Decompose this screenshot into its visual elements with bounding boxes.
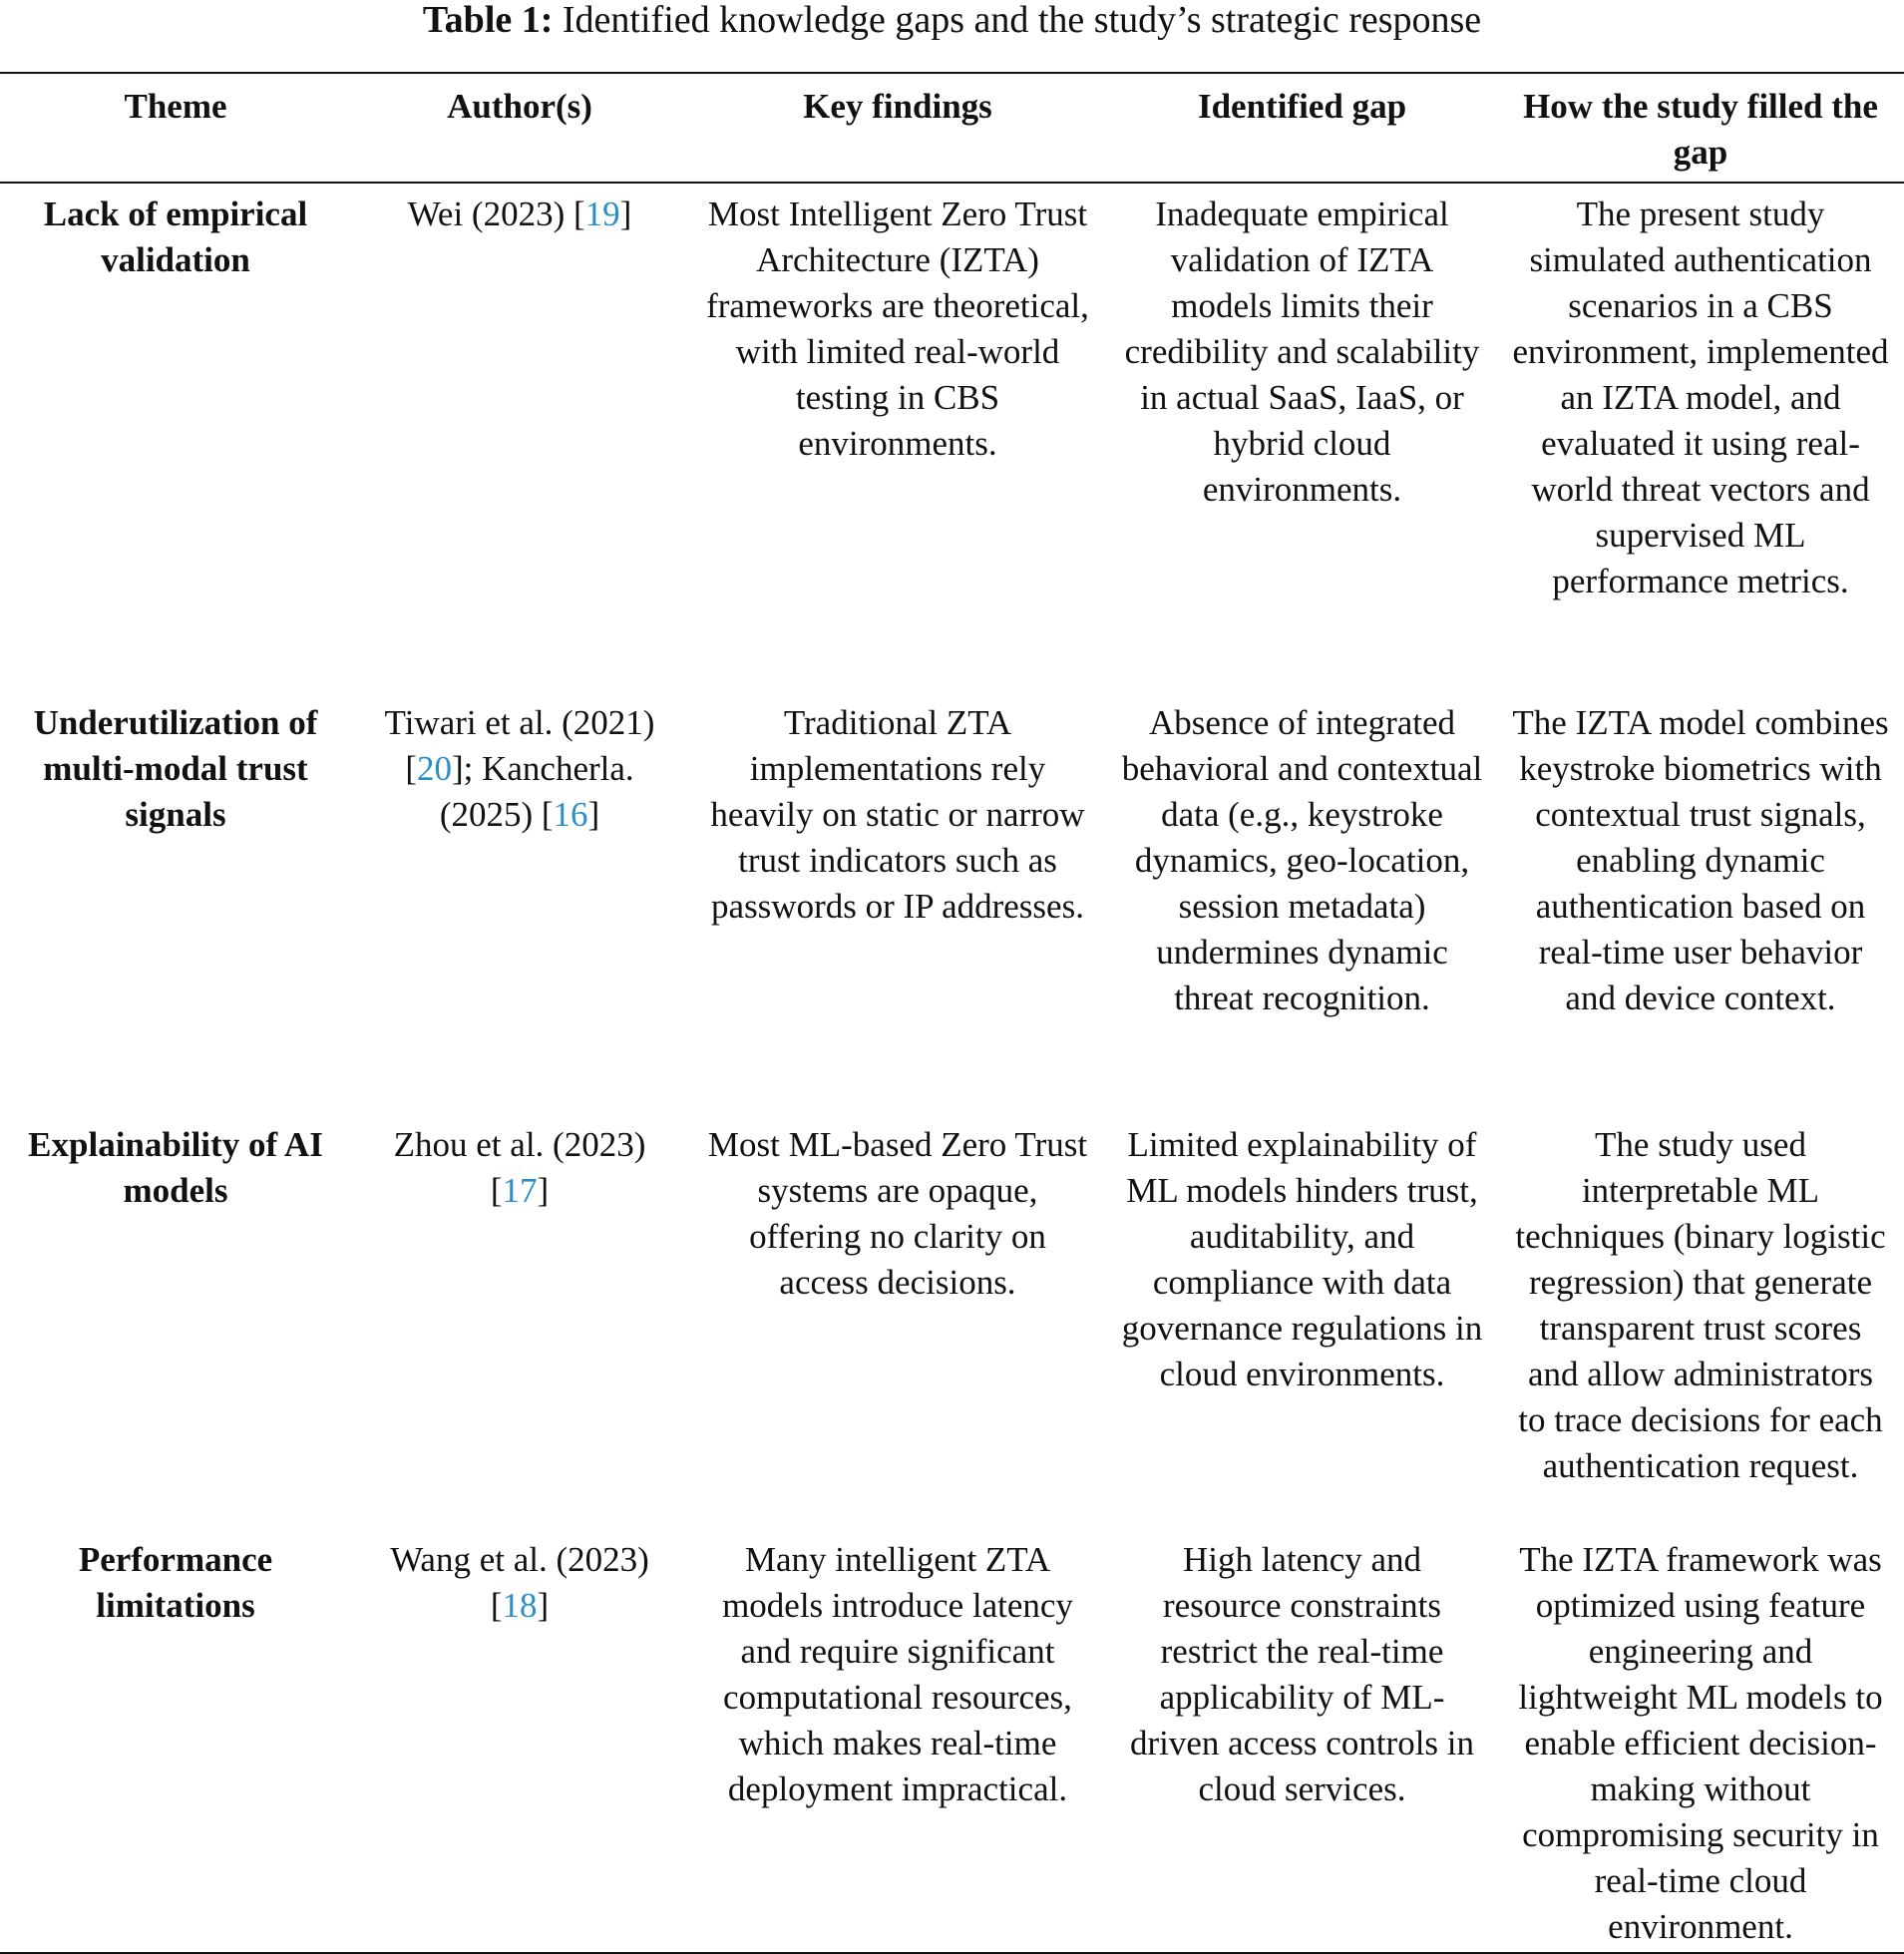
author-text: ] — [537, 1171, 550, 1210]
cell-response: The study used interpretable ML techniques (binary logistic regression) that generate transparent trust scores and allow administrators to trace decisions for each authentication request. — [1515, 1125, 1886, 1485]
author-text: ] — [537, 1586, 550, 1625]
table-row — [0, 692, 1904, 1114]
author-text: ]; Kancherla. (2025) [ — [439, 749, 634, 834]
cell-identified-gap: Inadequate empirical validation of IZTA models limits their credibility and scalability in actual SaaS, IaaS, or hybrid cloud environments. — [1124, 195, 1480, 509]
table-row — [0, 1529, 1904, 1953]
cell-authors — [351, 183, 688, 692]
cell-theme: Explainability of AI models — [28, 1125, 323, 1210]
cell-identified-gap: Absence of integrated behavioral and contextual data (e.g., keystroke dynamics, geo-location, session metadata) undermines dynamic threat recognition. — [1121, 703, 1483, 1017]
header-row — [0, 73, 1904, 183]
author-text: Tiwari et al. (2021) [ — [384, 703, 655, 788]
reference-link[interactable]: 17 — [502, 1171, 538, 1210]
reference-link[interactable]: 20 — [416, 749, 452, 788]
table-row — [0, 1114, 1904, 1529]
cell-response: The IZTA framework was optimized using feature engineering and lightweight ML models to enable efficient decision-making without compromising security in real-time cloud environment. — [1518, 1540, 1883, 1946]
cell-authors — [351, 1529, 688, 1953]
table-row — [0, 183, 1904, 692]
knowledge-gaps-table — [0, 72, 1904, 1954]
author-text: ] — [619, 195, 632, 233]
cell-theme: Performance limitations — [78, 1540, 273, 1625]
table-caption — [0, 0, 1904, 40]
cell-identified-gap: High latency and resource constraints restrict the real-time applicability of ML-driven access controls in cloud services. — [1129, 1540, 1475, 1808]
author-text: Zhou et al. (2023) [ — [393, 1125, 646, 1210]
cell-key-findings: Most Intelligent Zero Trust Architecture (IZTA) frameworks are theoretical, with limited real-world testing in CBS environments. — [706, 195, 1089, 463]
caption-label: Table 1: — [422, 0, 554, 41]
author-text: Wang et al. (2023) [ — [390, 1540, 649, 1625]
reference-link[interactable]: 19 — [584, 195, 620, 233]
cell-identified-gap: Limited explainability of ML models hinders trust, auditability, and compliance with data governance regulations in cloud environments. — [1121, 1125, 1483, 1393]
header-authors: Author(s) — [447, 87, 592, 126]
cell-key-findings: Many intelligent ZTA models introduce latency and require significant computational resources, which makes real-time deployment impractical. — [722, 1540, 1073, 1808]
cell-key-findings: Traditional ZTA implementations rely heavily on static or narrow trust indicators such as passwords or IP addresses. — [710, 703, 1085, 926]
author-text: Wei (2023) [ — [407, 195, 585, 233]
cell-response: The present study simulated authentication scenarios in a CBS environment, implemented an IZTA model, and evaluated it using real-world threat vectors and supervised ML performance metrics. — [1512, 195, 1889, 600]
reference-link[interactable]: 16 — [553, 795, 588, 834]
cell-theme: Lack of empirical validation — [43, 195, 308, 279]
cell-theme: Underutilization of multi-modal trust signals — [33, 703, 318, 834]
header-how-filled: How the study filled the gap — [1523, 87, 1878, 172]
cell-key-findings: Most ML-based Zero Trust systems are opaque, offering no clarity on access decisions. — [707, 1125, 1088, 1302]
cell-response: The IZTA model combines keystroke biometrics with contextual trust signals, enabling dynamic authentication based on real-time user behavior and device context. — [1512, 703, 1889, 1017]
cell-authors — [351, 1114, 688, 1529]
caption-text: Identified knowledge gaps and the study’s strategic response — [553, 0, 1482, 41]
header-key-findings: Key findings — [803, 87, 992, 126]
reference-link[interactable]: 18 — [502, 1586, 538, 1625]
cell-authors — [351, 692, 688, 1114]
author-text: ] — [587, 795, 600, 834]
header-theme: Theme — [124, 87, 227, 126]
header-identified-gap: Identified gap — [1197, 87, 1407, 126]
